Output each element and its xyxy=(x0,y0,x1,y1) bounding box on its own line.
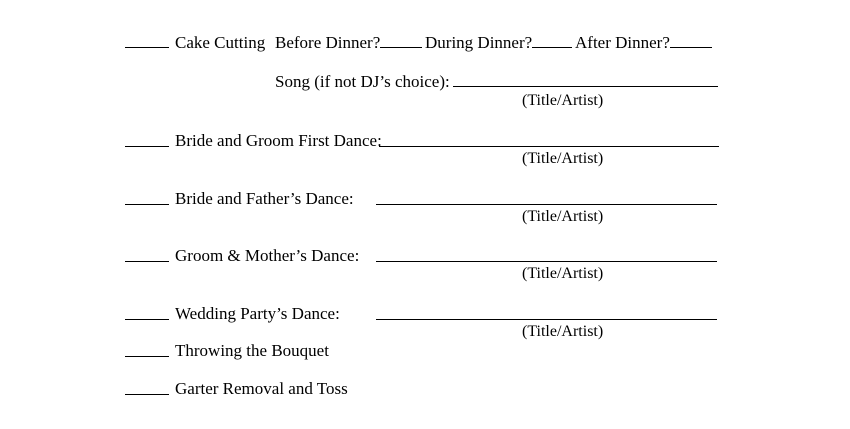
bouquet-check-blank[interactable] xyxy=(125,341,169,357)
party-dance-title-artist-blank[interactable] xyxy=(376,304,717,320)
father-dance-label: Bride and Father’s Dance: xyxy=(175,189,354,208)
first-dance-title-artist-blank[interactable] xyxy=(379,131,719,147)
garter-check-blank[interactable] xyxy=(125,379,169,395)
before-dinner-label: Before Dinner? xyxy=(275,33,381,52)
father-dance-caption: (Title/Artist) xyxy=(522,208,604,225)
after-dinner-blank[interactable] xyxy=(670,32,712,48)
first-dance-caption: (Title/Artist) xyxy=(522,150,604,167)
father-dance-title-artist-blank[interactable] xyxy=(376,189,717,205)
mother-dance-check-blank[interactable] xyxy=(125,246,169,262)
cake-cutting-label: Cake Cutting xyxy=(175,33,266,52)
mother-dance-caption: (Title/Artist) xyxy=(522,265,604,282)
party-dance-caption: (Title/Artist) xyxy=(522,323,604,340)
mother-dance-title-artist-blank[interactable] xyxy=(376,246,717,262)
mother-dance-label: Groom & Mother’s Dance: xyxy=(175,246,360,265)
song-title-artist-blank[interactable] xyxy=(453,71,718,87)
father-dance-check-blank[interactable] xyxy=(125,189,169,205)
bouquet-label: Throwing the Bouquet xyxy=(175,341,329,360)
first-dance-label: Bride and Groom First Dance: xyxy=(175,131,382,150)
first-dance-check-blank[interactable] xyxy=(125,131,169,147)
song-label: Song (if not DJ’s choice): xyxy=(275,72,450,91)
party-dance-check-blank[interactable] xyxy=(125,304,169,320)
during-dinner-label: During Dinner? xyxy=(425,33,533,52)
song-caption: (Title/Artist) xyxy=(522,92,604,109)
after-dinner-label: After Dinner? xyxy=(575,33,670,52)
cake-cutting-check-blank[interactable] xyxy=(125,32,169,48)
garter-label: Garter Removal and Toss xyxy=(175,379,348,398)
party-dance-label: Wedding Party’s Dance: xyxy=(175,304,340,323)
before-dinner-blank[interactable] xyxy=(380,32,422,48)
during-dinner-blank[interactable] xyxy=(532,32,572,48)
